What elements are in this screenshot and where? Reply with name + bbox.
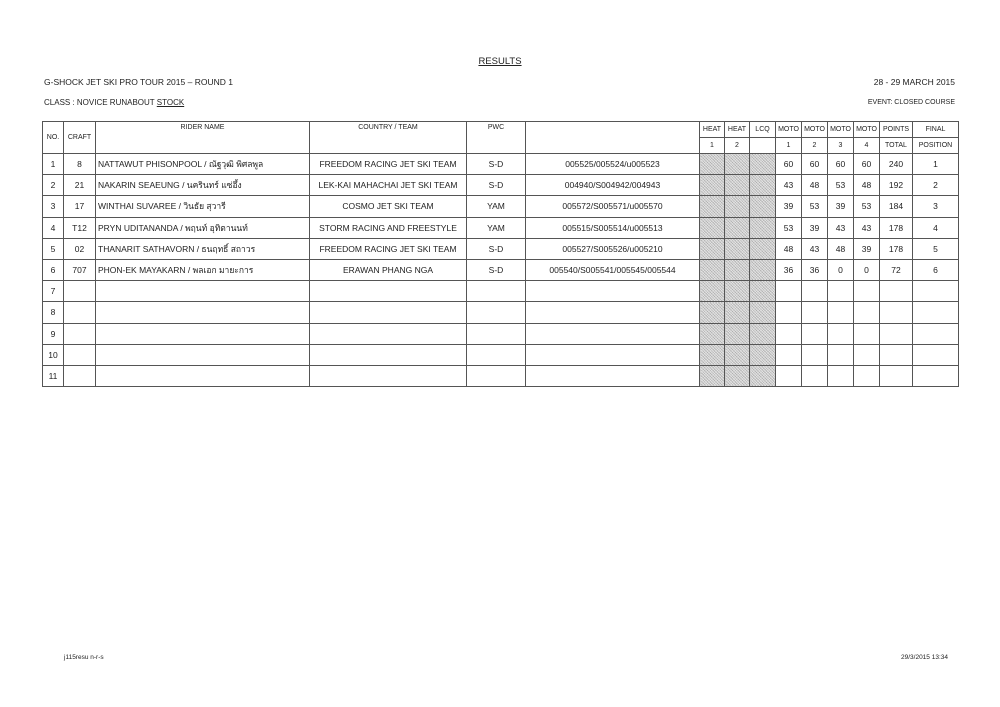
header-rider-name: RIDER NAME (96, 122, 310, 154)
rider-name (96, 365, 310, 386)
header-no: NO. (43, 122, 64, 154)
header-heat-2: HEAT (725, 122, 750, 138)
heat-2-cell (725, 175, 750, 196)
engine-numbers: 005525/005524/u005523 (526, 154, 700, 175)
heat-1-cell (700, 323, 725, 344)
header-heat-1: HEAT (700, 122, 725, 138)
final-position (913, 302, 959, 323)
points-total (880, 302, 913, 323)
rider-name: NATTAWUT PHISONPOOL / ณัฐวุฒิ พิศลพูล (96, 154, 310, 175)
footer-file-code: j115resu n-r-s (64, 654, 104, 661)
craft-number: 17 (64, 196, 96, 217)
table-row (43, 238, 959, 259)
rider-name: WINTHAI SUVAREE / วินธัย สุวารี (96, 196, 310, 217)
craft-number (64, 365, 96, 386)
heat-1-cell (700, 217, 725, 238)
row-number: 10 (43, 344, 64, 365)
row-number: 3 (43, 196, 64, 217)
rider-name (96, 323, 310, 344)
country-team: FREEDOM RACING JET SKI TEAM (310, 238, 467, 259)
engine-numbers: 005540/S005541/005545/005544 (526, 259, 700, 280)
header-heat-2-num: 2 (725, 138, 750, 154)
moto-1-score: 60 (776, 154, 802, 175)
moto-4-score (854, 344, 880, 365)
row-number: 11 (43, 365, 64, 386)
heat-1-cell (700, 196, 725, 217)
header-points: POINTS (880, 122, 913, 138)
points-total: 240 (880, 154, 913, 175)
header-lcq: LCQ (750, 122, 776, 138)
header-final: FINAL (913, 122, 959, 138)
heat-2-cell (725, 238, 750, 259)
heat-1-cell (700, 175, 725, 196)
lcq-cell (750, 175, 776, 196)
craft-number: 8 (64, 154, 96, 175)
table-row (43, 154, 959, 175)
moto-4-score: 60 (854, 154, 880, 175)
header-pwc: PWC (467, 122, 526, 154)
header-moto-1-num: 1 (776, 138, 802, 154)
table-row (43, 196, 959, 217)
lcq-cell (750, 196, 776, 217)
event-type: EVENT: CLOSED COURSE (867, 99, 955, 106)
header-moto-2: MOTO (802, 122, 828, 138)
moto-4-score: 39 (854, 238, 880, 259)
final-position: 1 (913, 154, 959, 175)
heat-2-cell (725, 365, 750, 386)
moto-4-score: 53 (854, 196, 880, 217)
moto-3-score (828, 344, 854, 365)
engine-numbers (526, 344, 700, 365)
moto-1-score: 36 (776, 259, 802, 280)
points-total (880, 365, 913, 386)
points-total (880, 323, 913, 344)
heat-1-cell (700, 344, 725, 365)
moto-3-score: 48 (828, 238, 854, 259)
event-dates: 28 - 29 MARCH 2015 (873, 77, 955, 87)
final-position: 6 (913, 259, 959, 280)
table-row (43, 365, 959, 386)
pwc: YAM (467, 196, 526, 217)
row-number: 2 (43, 175, 64, 196)
country-team: STORM RACING AND FREESTYLE (310, 217, 467, 238)
rider-name: NAKARIN SEAEUNG / นครินทร์ แซ่อึ้ง (96, 175, 310, 196)
final-position: 4 (913, 217, 959, 238)
moto-3-score: 60 (828, 154, 854, 175)
moto-1-score (776, 281, 802, 302)
craft-number: T12 (64, 217, 96, 238)
rider-name (96, 281, 310, 302)
header-moto-4: MOTO (854, 122, 880, 138)
footer-timestamp: 29/3/2015 13:34 (901, 654, 948, 661)
lcq-cell (750, 238, 776, 259)
engine-numbers: 004940/S004942/004943 (526, 175, 700, 196)
lcq-cell (750, 259, 776, 280)
moto-1-score (776, 344, 802, 365)
points-total: 184 (880, 196, 913, 217)
pwc: S-D (467, 259, 526, 280)
points-total: 178 (880, 238, 913, 259)
country-team (310, 302, 467, 323)
moto-4-score: 48 (854, 175, 880, 196)
class-label: CLASS : NOVICE RUNABOUT (44, 98, 157, 107)
row-number: 1 (43, 154, 64, 175)
pwc (467, 302, 526, 323)
craft-number (64, 281, 96, 302)
header-engine (526, 122, 700, 154)
final-position: 5 (913, 238, 959, 259)
page-title: RESULTS (478, 56, 522, 67)
table-row (43, 175, 959, 196)
moto-2-score (802, 323, 828, 344)
lcq-cell (750, 365, 776, 386)
moto-4-score (854, 302, 880, 323)
points-total (880, 281, 913, 302)
points-total: 178 (880, 217, 913, 238)
row-number: 8 (43, 302, 64, 323)
pwc: S-D (467, 154, 526, 175)
final-position: 2 (913, 175, 959, 196)
lcq-cell (750, 217, 776, 238)
heat-2-cell (725, 259, 750, 280)
points-total (880, 344, 913, 365)
heat-1-cell (700, 259, 725, 280)
engine-numbers (526, 323, 700, 344)
moto-1-score: 53 (776, 217, 802, 238)
rider-name: THANARIT SATHAVORN / ธนฤทธิ์ สถาวร (96, 238, 310, 259)
pwc (467, 281, 526, 302)
engine-numbers: 005527/S005526/u005210 (526, 238, 700, 259)
engine-numbers (526, 365, 700, 386)
results-table (42, 121, 959, 387)
lcq-cell (750, 344, 776, 365)
heat-2-cell (725, 323, 750, 344)
moto-2-score: 43 (802, 238, 828, 259)
moto-1-score: 48 (776, 238, 802, 259)
engine-numbers: 005515/S005514/u005513 (526, 217, 700, 238)
moto-3-score (828, 302, 854, 323)
moto-2-score: 36 (802, 259, 828, 280)
header-moto-3-num: 3 (828, 138, 854, 154)
table-row (43, 302, 959, 323)
header-craft: CRAFT (64, 122, 96, 154)
final-position (913, 344, 959, 365)
header-heat-1-num: 1 (700, 138, 725, 154)
final-position: 3 (913, 196, 959, 217)
country-team (310, 281, 467, 302)
points-total: 192 (880, 175, 913, 196)
heat-2-cell (725, 217, 750, 238)
moto-4-score (854, 365, 880, 386)
table-row (43, 217, 959, 238)
moto-1-score (776, 302, 802, 323)
points-total: 72 (880, 259, 913, 280)
moto-2-score: 39 (802, 217, 828, 238)
moto-4-score (854, 281, 880, 302)
table-row (43, 344, 959, 365)
pwc (467, 365, 526, 386)
lcq-cell (750, 302, 776, 323)
header-moto-1: MOTO (776, 122, 802, 138)
lcq-cell (750, 323, 776, 344)
header-lcq-blank (750, 138, 776, 154)
row-number: 6 (43, 259, 64, 280)
moto-1-score (776, 323, 802, 344)
table-row (43, 323, 959, 344)
country-team: ERAWAN PHANG NGA (310, 259, 467, 280)
moto-3-score (828, 323, 854, 344)
heat-1-cell (700, 302, 725, 323)
moto-3-score: 53 (828, 175, 854, 196)
rider-name: PHON-EK MAYAKARN / พลเอก มายะการ (96, 259, 310, 280)
engine-numbers: 005572/S005571/u005570 (526, 196, 700, 217)
event-name: G-SHOCK JET SKI PRO TOUR 2015 – ROUND 1 (44, 77, 233, 87)
table-row (43, 259, 959, 280)
class-stock: STOCK (156, 98, 185, 107)
engine-numbers (526, 302, 700, 323)
row-number: 7 (43, 281, 64, 302)
moto-4-score: 0 (854, 259, 880, 280)
heat-2-cell (725, 344, 750, 365)
moto-3-score: 0 (828, 259, 854, 280)
craft-number (64, 344, 96, 365)
moto-2-score: 53 (802, 196, 828, 217)
heat-2-cell (725, 196, 750, 217)
header-country-team: COUNTRY / TEAM (310, 122, 467, 154)
row-number: 9 (43, 323, 64, 344)
country-team: LEK-KAI MAHACHAI JET SKI TEAM (310, 175, 467, 196)
moto-2-score (802, 365, 828, 386)
pwc (467, 323, 526, 344)
moto-2-score (802, 281, 828, 302)
craft-number (64, 302, 96, 323)
lcq-cell (750, 281, 776, 302)
pwc (467, 344, 526, 365)
engine-numbers (526, 281, 700, 302)
header-position: POSITION (913, 138, 959, 154)
moto-3-score: 43 (828, 217, 854, 238)
pwc: YAM (467, 217, 526, 238)
heat-2-cell (725, 281, 750, 302)
class-line (44, 98, 184, 107)
rider-name (96, 344, 310, 365)
row-number: 5 (43, 238, 64, 259)
heat-1-cell (700, 154, 725, 175)
header-moto-3: MOTO (828, 122, 854, 138)
heat-2-cell (725, 154, 750, 175)
lcq-cell (750, 154, 776, 175)
header-total: TOTAL (880, 138, 913, 154)
final-position (913, 281, 959, 302)
country-team (310, 323, 467, 344)
moto-2-score: 60 (802, 154, 828, 175)
moto-4-score (854, 323, 880, 344)
craft-number: 02 (64, 238, 96, 259)
moto-1-score (776, 365, 802, 386)
moto-3-score (828, 365, 854, 386)
craft-number (64, 323, 96, 344)
moto-3-score: 39 (828, 196, 854, 217)
craft-number: 707 (64, 259, 96, 280)
final-position (913, 323, 959, 344)
header-moto-4-num: 4 (854, 138, 880, 154)
craft-number: 21 (64, 175, 96, 196)
moto-1-score: 39 (776, 196, 802, 217)
rider-name: PRYN UDITANANDA / พฤนท์ อุทิตานนท์ (96, 217, 310, 238)
heat-1-cell (700, 365, 725, 386)
country-team: FREEDOM RACING JET SKI TEAM (310, 154, 467, 175)
heat-1-cell (700, 281, 725, 302)
moto-3-score (828, 281, 854, 302)
moto-4-score: 43 (854, 217, 880, 238)
heat-1-cell (700, 238, 725, 259)
country-team (310, 344, 467, 365)
final-position (913, 365, 959, 386)
row-number: 4 (43, 217, 64, 238)
moto-2-score (802, 344, 828, 365)
heat-2-cell (725, 302, 750, 323)
moto-1-score: 43 (776, 175, 802, 196)
moto-2-score (802, 302, 828, 323)
country-team (310, 365, 467, 386)
pwc: S-D (467, 238, 526, 259)
country-team: COSMO JET SKI TEAM (310, 196, 467, 217)
rider-name (96, 302, 310, 323)
pwc: S-D (467, 175, 526, 196)
header-moto-2-num: 2 (802, 138, 828, 154)
moto-2-score: 48 (802, 175, 828, 196)
table-row (43, 281, 959, 302)
